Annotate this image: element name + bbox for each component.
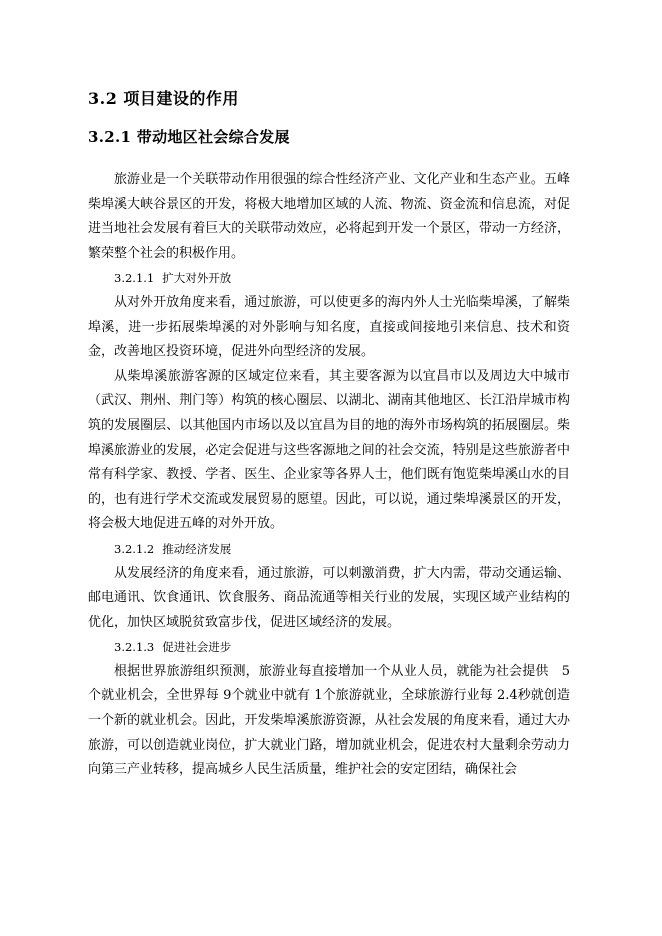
subhead-number: 3.2.1.2	[114, 541, 155, 556]
paragraph-open-1: 从对外开放角度来看，通过旅游，可以使更多的海内外人士光临柴埠溪，了解柴埠溪，进一步拓展柴埠溪的对外影响与知名度，直接或间接地引来信息、技术和资金，改善地区投资环境，促进外向型经济的发展。	[88, 294, 570, 360]
subhead-social	[88, 635, 570, 660]
document-body	[88, 168, 570, 783]
subhead-number: 3.2.1.3	[114, 640, 155, 655]
subhead-title: 促进社会进步	[162, 640, 232, 655]
subhead-title: 推动经济发展	[162, 541, 232, 556]
subhead-number: 3.2.1.1	[114, 271, 155, 286]
section-heading: 3.2 项目建设的作用	[88, 89, 239, 108]
paragraph-open-2: 从柴埠溪旅游客源的区域定位来看，其主要客源为以宜昌市以及周边大中城市（武汉、荆州、荆门等）构筑的核心圈层、以湖北、湖南其他地区、长江沿岸城市构筑的发展圈层、以其他国内市场以及以宜昌为目的地的海外市场构筑的拓展圈层。柴埠溪旅游业的发展，必定会促进与这些客源地之间的社会交流，特别是这些旅游者中常有科学家、教授、学者、医生、企业家等各界人士，他们既有饱览柴埠溪山水的目的，也有进行学术交流或发展贸易的愿望。因此，可以说，通过柴埠溪景区的开发，将会极大地促进五峰的对外开放。	[88, 368, 570, 532]
paragraph-social: 根据世界旅游组织预测，旅游业每直接增加一个从业人员，就能为社会提供 5个就业机会，全世界每 9个就业中就有 1个旅游就业，全球旅游行业每 2.4秒就创造一个新的就业机会。因此，开发柴埠溪旅游资源，从社会发展的角度来看，通过大办旅游，可以创造就业岗位，扩大就业门路，增加就业机会，促进农村大量剩余劳动力向第三产业转移，提高城乡人民生活质量，维护社会的安定团结，确保社会	[88, 663, 570, 778]
paragraph-economy: 从发展经济的角度来看，通过旅游，可以刺激消费，扩大内需，带动交通运输、邮电通讯、饮食通讯、饮食服务、商品流通等相关行业的发展，实现区域产业结构的优化，加快区域脱贫致富步伐，促进区域经济的发展。	[88, 565, 570, 630]
subhead-economy	[88, 537, 570, 562]
paragraph-intro: 旅游业是一个关联带动作用很强的综合性经济产业、文化产业和生态产业。五峰柴埠溪大峡谷景区的开发，将极大地增加区域的人流、物流、资金流和信息流，对促进当地社会发展有着巨大的关联带动效应，必将起到开发一个景区，带动一方经济，繁荣整个社会的积极作用。	[88, 172, 570, 261]
subhead-open	[88, 266, 570, 291]
subhead-title: 扩大对外开放	[162, 271, 232, 286]
subsection-heading: 3.2.1 带动地区社会综合发展	[88, 128, 290, 146]
